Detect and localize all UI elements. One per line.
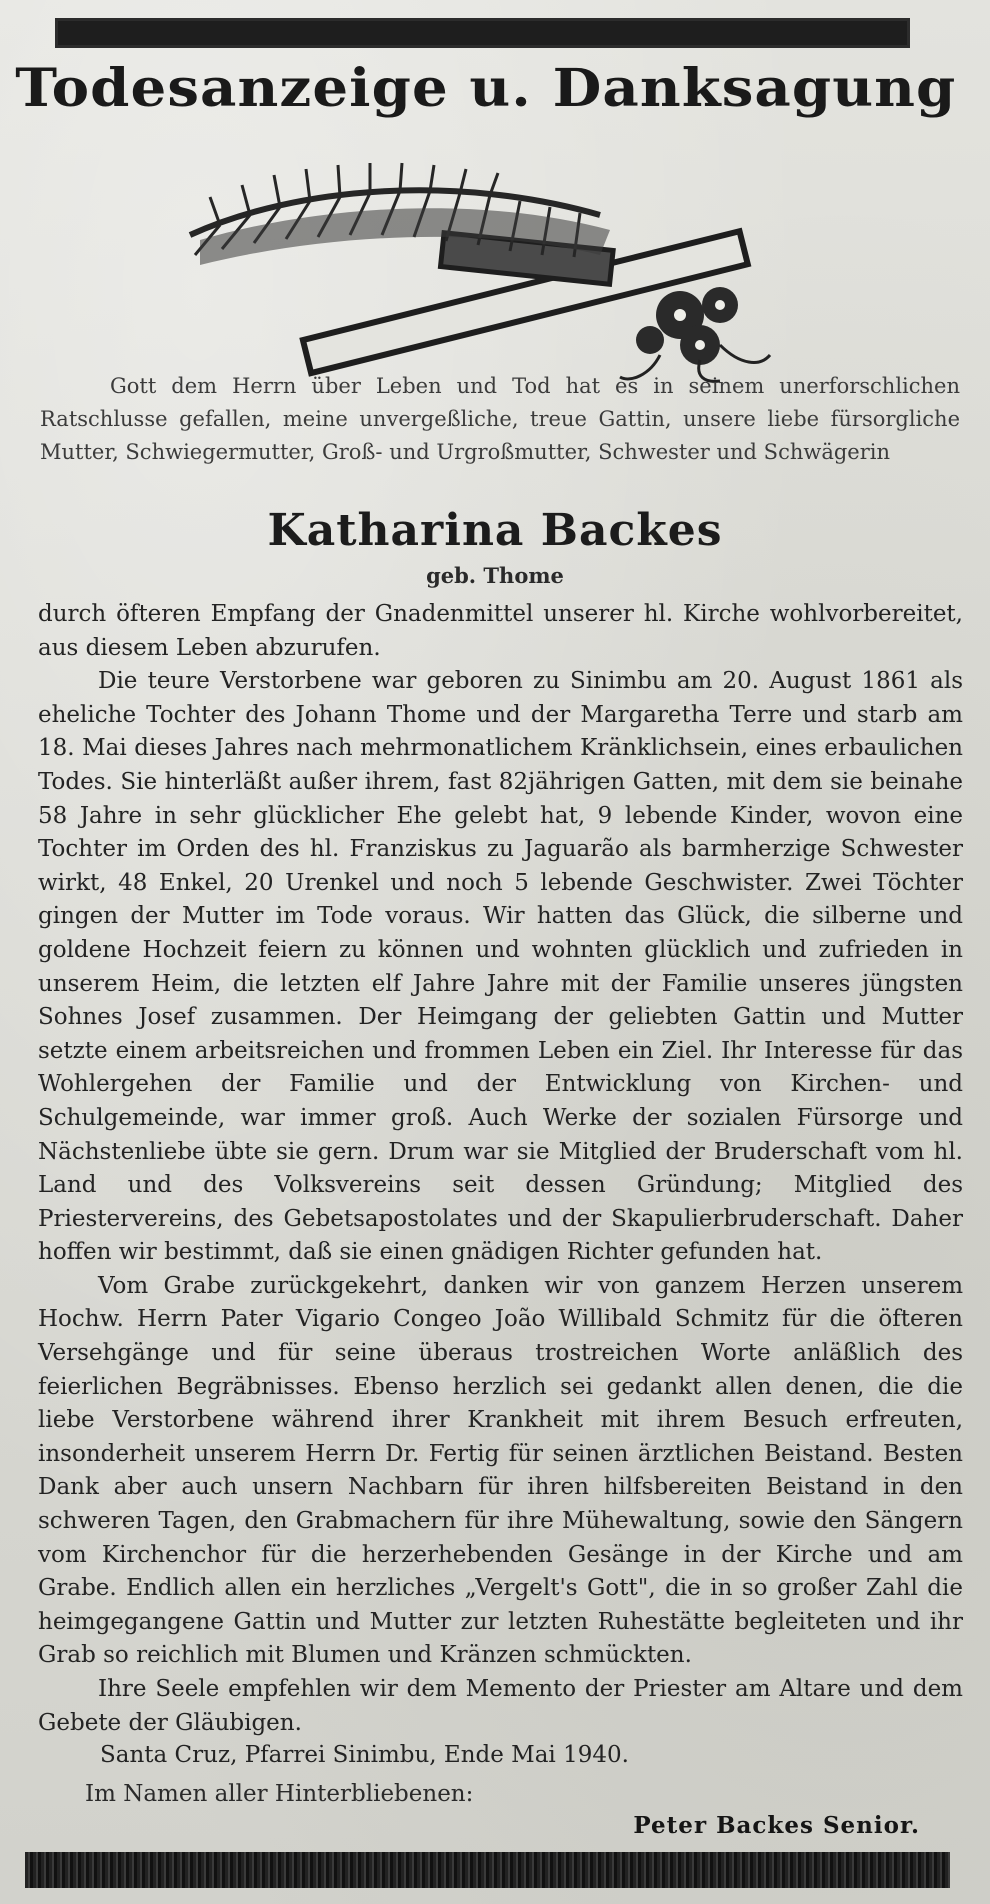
body-paragraph-3: Vom Grabe zurückgekehrt, danken wir von ganzem Herzen unserem Hochw. Herrn Pater Vigario Congeo João Willibald Schmitz für die öfteren Versehgänge und für seine überaus trostreichen Worte anläßlich des feierlichen Begräbnisses. Ebenso herzlich sei gedankt allen denen, die die liebe Verstorbene während ihrer Krankheit mit ihrem Besuch erfreuten, insonderheit unserem Herrn Dr. Fertig für seinen ärztlichen Beistand. Besten Dank aber auch unsern Nachbarn für ihren hilfsbereiten Beistand in den schweren Tagen, den Grabmachern für ihre Mühewaltung, sowie den Sängern vom Kirchenchor für die herzerhebenden Gesänge in der Kirche und am Grabe. Endlich allen ein herzliches „Vergelt's Gott", die in so großer Zahl die heimgegangene Gattin und Mutter zur letzten Ruhestätte begleiteten und ihr Grab so reichlich mit Blumen und Kränzen schmückten. [38, 1272, 963, 1669]
signature: Peter Backes Senior. [633, 1812, 920, 1839]
body-paragraph-1: durch öfteren Empfang der Gnadenmittel unserer hl. Kirche wohlvorbereitet, aus diesem Leben abzurufen. [38, 601, 963, 661]
palm-frond-cross-flowers-icon [180, 145, 780, 385]
top-border-rule [55, 18, 910, 48]
body-paragraph-4: Ihre Seele empfehlen wir dem Memento der Priester am Altare und dem Gebete der Gläubigen. [38, 1676, 963, 1736]
deceased-name: Katharina Backes [267, 505, 723, 556]
bottom-border-rule [25, 1852, 950, 1888]
intro-paragraph: Gott dem Herrn über Leben und Tod hat es in seinem unerforschlichen Ratschlusse gefallen, meine unvergeßliche, treue Gattin, unsere liebe fürsorgliche Mutter, Schwiegermutter, Groß- und Urgroßmutter, Schwester und Schwägerin [40, 374, 960, 464]
maiden-name: geb. Thome [426, 563, 564, 588]
body-paragraph-2: Die teure Verstorbene war geboren zu Sinimbu am 20. August 1861 als eheliche Tochter des Johann Thome und der Margaretha Terre und starb am 18. Mai dieses Jahres nach mehrmonatlichem Kränklichsein, eines erbaulichen Todes. Sie hinterläßt außer ihrem, fast 82jährigen Gatten, mit dem sie beinahe 58 Jahre in sehr glücklicher Ehe gelebt hat, 9 lebende Kinder, wovon eine Tochter im Orden des hl. Franziskus zu Jaguarão als barmherzige Schwester wirkt, 48 Enkel, 20 Urenkel und noch 5 lebende Geschwister. Zwei Töchter gingen der Mutter im Tode voraus. Wir hatten das Glück, die silberne und goldene Hochzeit feiern zu können und wohnten glücklich und zufrieden in unserem Heim, die letzten elf Jahre Jahre mit der Familie unseres jüngsten Sohnes Josef zusammen. Der Heimgang der geliebten Gattin und Mutter setzte einem arbeitsreichen und frommen Leben ein Ziel. Ihr Interesse für das Wohlergehen der Familie und der Entwicklung von Kirchen- und Schulgemeinde, war immer groß. Auch Werke der sozialen Fürsorge und Nächstenliebe übte sie gern. Drum war sie Mitglied der Bruderschaft vom hl. Land und des Volksvereins seit dessen Gründung; Mitglied des Priestervereins, des Gebetsapostolates und der Skapulierbruderschaft. Daher hoffen wir bestimmt, daß sie einen gnädigen Richter gefunden hat. [38, 668, 963, 1266]
notice-body [38, 598, 963, 1740]
place-and-date: Santa Cruz, Pfarrei Sinimbu, Ende Mai 1940. [100, 1742, 629, 1768]
on-behalf-line: Im Namen aller Hinterbliebenen: [85, 1781, 474, 1807]
headline: Todesanzeige u. Danksagung [15, 58, 957, 119]
